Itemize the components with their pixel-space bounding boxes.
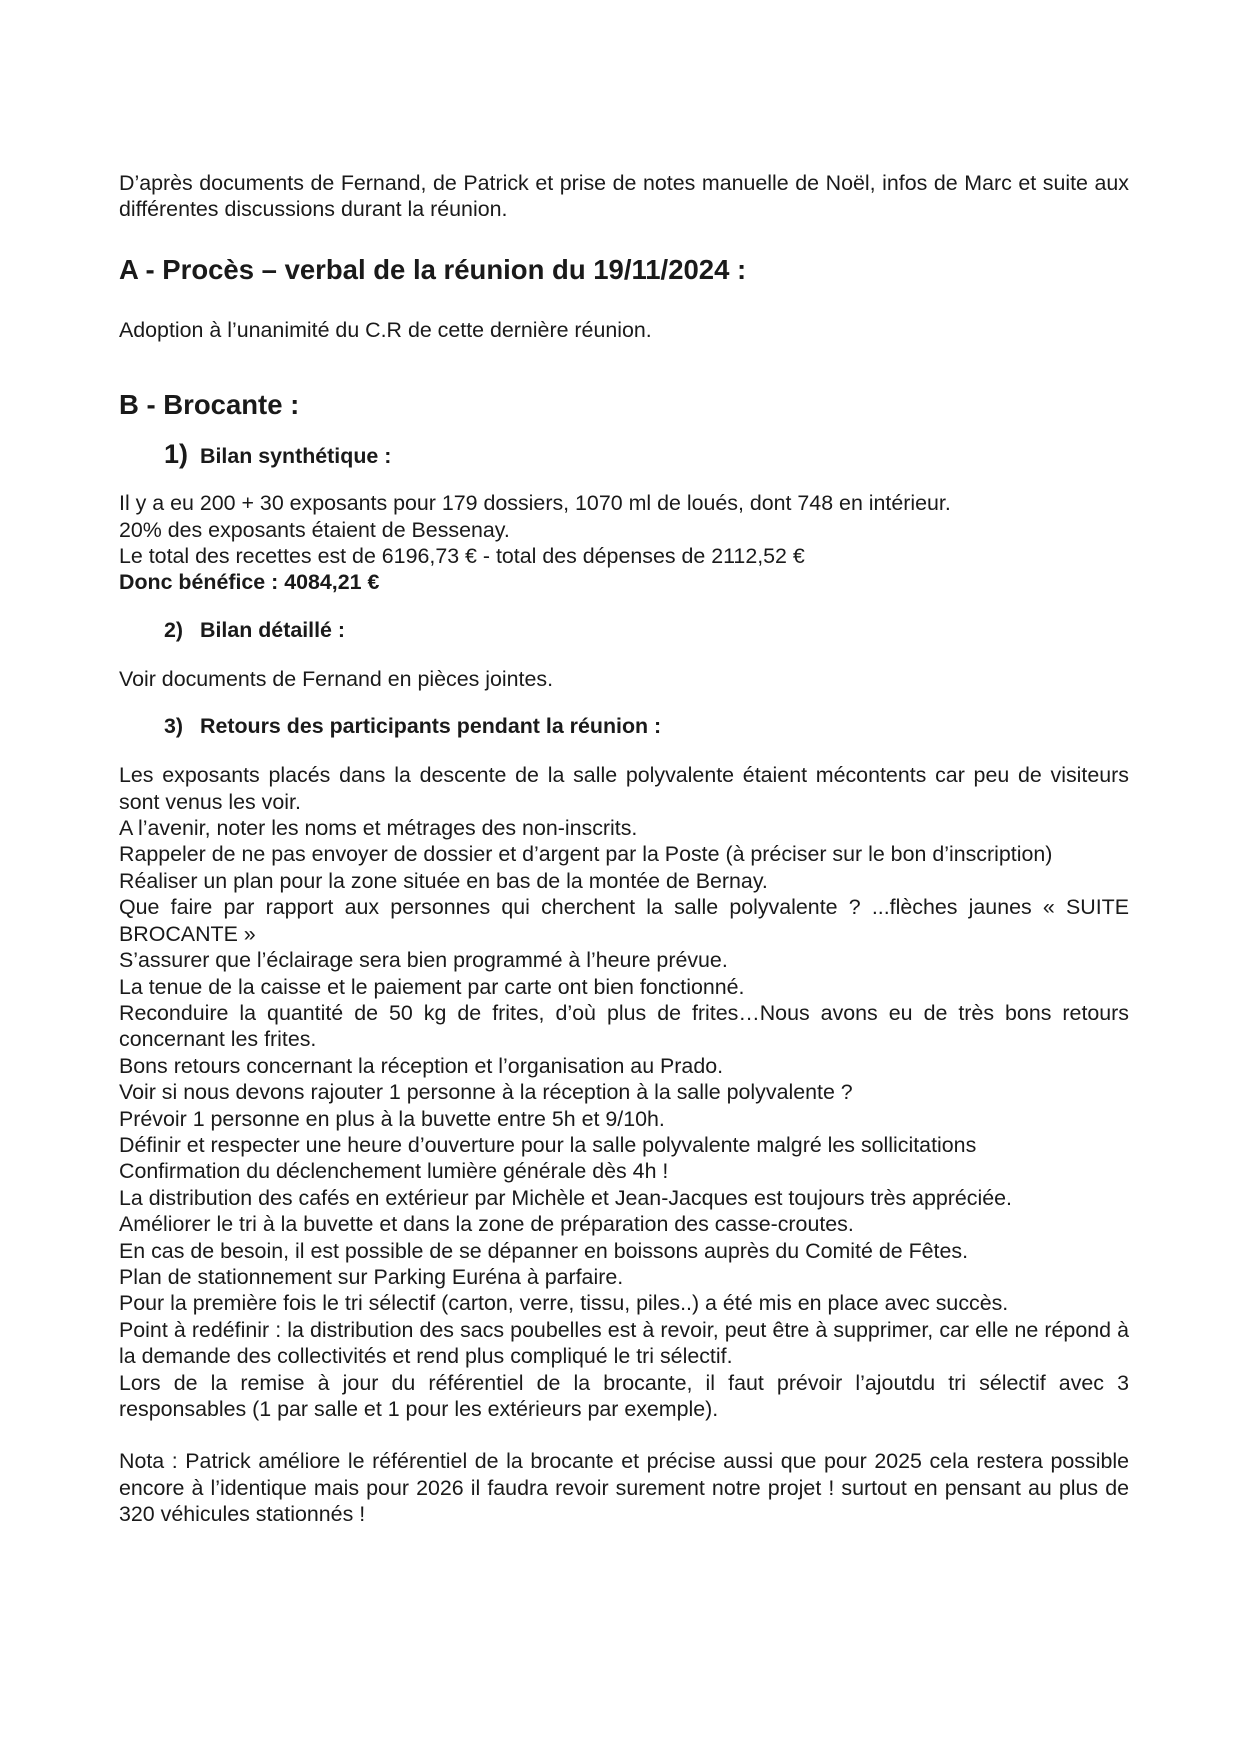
feedback-item: Définir et respecter une heure d’ouverture pour la salle polyvalente malgré les sollicitations — [119, 1132, 977, 1157]
feedback-item: A l’avenir, noter les noms et métrages des non-inscrits. — [119, 816, 638, 841]
subsection-1-title: Bilan synthétique : — [200, 444, 392, 469]
benefice-line: Donc bénéfice : 4084,21 € — [119, 570, 380, 595]
subsection-2-text: Voir documents de Fernand en pièces jointes. — [119, 666, 554, 691]
feedback-item: Les exposants placés dans la descente de la salle polyvalente étaient mécontents car peu de visiteurs sont venus les voir. — [119, 763, 1129, 814]
feedback-item: Bons retours concernant la réception et l’organisation au Prado. — [119, 1053, 724, 1078]
feedback-item: Que faire par rapport aux personnes qui cherchent la salle polyvalente ? ...flèches jaunes « SUITE BROCANTE » — [119, 895, 1129, 946]
subsection-2-number: 2) — [164, 617, 184, 642]
bilan-line: Il y a eu 200 + 30 exposants pour 179 dossiers, 1070 ml de loués, dont 748 en intérieur. — [119, 491, 951, 516]
section-a-title: A - Procès – verbal de la réunion du 19/11/2024 : — [119, 253, 747, 285]
subsection-3-number: 3) — [164, 714, 184, 739]
feedback-item: La tenue de la caisse et le paiement par carte ont bien fonctionné. — [119, 974, 745, 999]
subsection-2-title: Bilan détaillé : — [200, 617, 346, 642]
feedback-item: Point à redéfinir : la distribution des sacs poubelles est à revoir, peut être à supprimer, car elle ne répond à la demande des collectivités et rend plus compliqué le tri sélectif. — [119, 1317, 1129, 1369]
document-page — [119, 170, 1129, 1528]
feedback-item: Voir si nous devons rajouter 1 personne à la réception à la salle polyvalente ? — [119, 1080, 853, 1105]
feedback-item: Confirmation du déclenchement lumière générale dès 4h ! — [119, 1159, 669, 1184]
feedback-item: Reconduire la quantité de 50 kg de frites, d’où plus de frites…Nous avons eu de très bons retours concernant les frites. — [119, 1000, 1129, 1052]
feedback-item: Plan de stationnement sur Parking Euréna à parfaire. — [119, 1264, 624, 1289]
nota-paragraph: Nota : Patrick améliore le référentiel de la brocante et précise aussi que pour 2025 cela restera possible encore à l’identique mais pour 2026 il faudra revoir surement notre projet ! surtout en pensant au plus de 320 véhicules stationnés ! — [119, 1449, 1129, 1527]
feedback-item: Améliorer le tri à la buvette et dans la zone de préparation des casse-croutes. — [119, 1212, 854, 1237]
bilan-synthetique-block — [119, 490, 1129, 596]
subsection-3-heading — [119, 712, 1129, 740]
feedback-item: Rappeler de ne pas envoyer de dossier et d’argent par la Poste (à préciser sur le bon d’inscription) — [119, 842, 1053, 867]
subsection-3-title: Retours des participants pendant la réunion : — [200, 714, 662, 739]
feedback-item: S’assurer que l’éclairage sera bien programmé à l’heure prévue. — [119, 948, 728, 973]
subsection-1-number: 1) — [164, 439, 189, 470]
feedback-item: Lors de la remise à jour du référentiel de la brocante, il faut prévoir l’ajoutdu tri sélectif avec 3 responsables (1 par salle et 1 pour les extérieurs par exemple). — [119, 1370, 1129, 1421]
feedback-item: La distribution des cafés en extérieur par Michèle et Jean-Jacques est toujours très appréciée. — [119, 1185, 1012, 1210]
feedback-item: Réaliser un plan pour la zone située en bas de la montée de Bernay. — [119, 868, 768, 893]
intro-paragraph: D’après documents de Fernand, de Patrick et prise de notes manuelle de Noël, infos de Marc et suite aux différentes discussions durant la réunion. — [119, 171, 1129, 222]
participant-feedback-list — [119, 762, 1129, 1422]
bilan-line: Le total des recettes est de 6196,73 € - total des dépenses de 2112,52 € — [119, 544, 805, 569]
feedback-item: Prévoir 1 personne en plus à la buvette entre 5h et 9/10h. — [119, 1106, 665, 1131]
section-b-title: B - Brocante : — [119, 389, 300, 421]
feedback-item: Pour la première fois le tri sélectif (carton, verre, tissu, piles..) a été mis en place avec succès. — [119, 1291, 1009, 1316]
bilan-line: 20% des exposants étaient de Bessenay. — [119, 517, 510, 542]
subsection-2-heading — [119, 616, 1129, 644]
section-a-text: Adoption à l’unanimité du C.R de cette dernière réunion. — [119, 317, 652, 342]
subsection-1-heading — [119, 440, 1129, 470]
feedback-item: En cas de besoin, il est possible de se dépanner en boissons auprès du Comité de Fêtes. — [119, 1238, 969, 1263]
